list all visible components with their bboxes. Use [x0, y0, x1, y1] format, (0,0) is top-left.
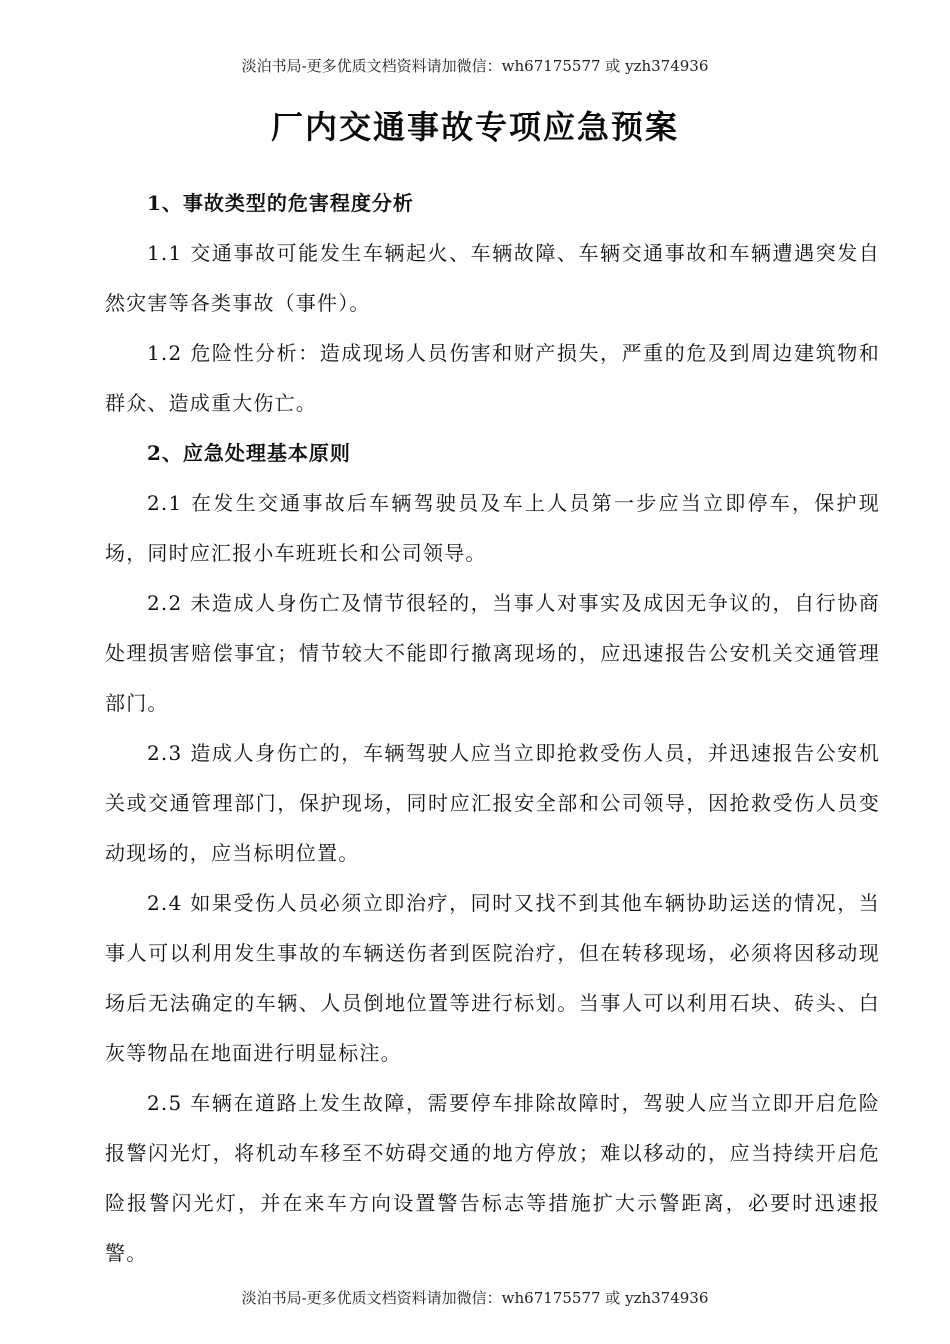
paragraph-2-5: 2.5 车辆在道路上发生故障，需要停车排除故障时，驾驶人应当立即开启危险报警闪光灯，将机动车移至不妨碍交通的地方停放；难以移动的，应当持续开启危险报警闪光灯，并在来车方向设置警告标志等措施扩大示警距离，必要时迅速报警。 [105, 1091, 880, 1265]
document-title: 厂内交通事故专项应急预案 [270, 108, 679, 146]
paragraph-2-4: 2.4 如果受伤人员必须立即治疗，同时又找不到其他车辆协助运送的情况，当事人可以利用发生事故的车辆送伤者到医院治疗，但在转移现场，必须将因移动现场后无法确定的车辆、人员倒地位置等进行标划。当事人可以利用石块、砖头、白灰等物品在地面进行明显标注。 [105, 891, 880, 1065]
section-heading-2: 2、应急处理基本原则 [147, 441, 351, 465]
paragraph-2-2: 2.2 未造成人身伤亡及情节很轻的，当事人对事实及成因无争议的，自行协商处理损害赔偿事宜；情节较大不能即行撤离现场的，应迅速报告公安机关交通管理部门。 [105, 591, 880, 715]
section-heading-1: 1、事故类型的危害程度分析 [147, 191, 414, 215]
paragraph-2-1: 2.1 在发生交通事故后车辆驾驶员及车上人员第一步应当立即停车，保护现场，同时应汇报小车班班长和公司领导。 [105, 491, 880, 565]
paragraph-1-1: 1.1 交通事故可能发生车辆起火、车辆故障、车辆交通事故和车辆遭遇突发自然灾害等各类事故（事件）。 [105, 241, 880, 315]
page-header-note: 淡泊书局-更多优质文档资料请加微信：wh67175577 或 yzh374936 [241, 57, 709, 75]
paragraph-1-2: 1.2 危险性分析：造成现场人员伤害和财产损失，严重的危及到周边建筑物和群众、造成重大伤亡。 [105, 341, 880, 415]
page-footer-note: 淡泊书局-更多优质文档资料请加微信：wh67175577 或 yzh374936 [241, 1289, 709, 1307]
document-body [105, 178, 880, 1278]
paragraph-2-3: 2.3 造成人身伤亡的，车辆驾驶人应当立即抢救受伤人员，并迅速报告公安机关或交通管理部门，保护现场，同时应汇报安全部和公司领导，因抢救受伤人员变动现场的，应当标明位置。 [105, 741, 880, 865]
